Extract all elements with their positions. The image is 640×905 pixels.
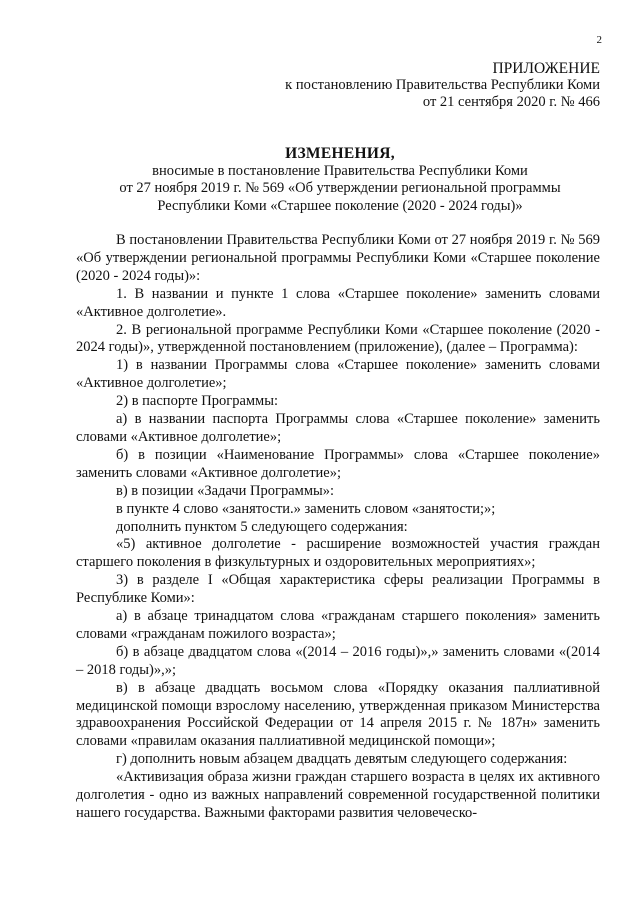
page-number: 2 (596, 34, 602, 46)
paragraph: дополнить пунктом 5 следующего содержания: (116, 518, 408, 535)
appendix-line-1: к постановлению Правительства Республики Коми (285, 77, 600, 93)
paragraph: 1) в названии Программы слова «Старшее поколение» заменить словами «Активное долголетие»; (76, 357, 600, 392)
paragraph: г) дополнить новым абзацем двадцать девятым следующего содержания: (116, 751, 568, 768)
paragraph: В постановлении Правительства Республики Коми от 27 ноября 2019 г. № 569 «Об утверждении региональной программы Республики Коми «Старшее поколение (2020 - 2024 годы)»: (76, 232, 600, 284)
paragraph: а) в названии паспорта Программы слова «Старшее поколение» заменить словами «Активное долголетие»; (76, 411, 600, 445)
paragraph: «5) активное долголетие - расширение возможностей участия граждан старшего поколения в физкультурных и оздоровительных мероприятиях»; (76, 536, 600, 571)
paragraph: «Активизация образа жизни граждан старшего возраста в целях их активного долголетия - одно из важных направлений современной государственной политики нашего государства. Важными факторами развития человеческо- (76, 769, 600, 821)
paragraph: б) в абзаце двадцатом слова «(2014 – 2016 годы)»,» заменить словами «(2014 – 2018 годы)»,»; (76, 643, 600, 678)
paragraph: в) в позиции «Задачи Программы»: (116, 482, 335, 499)
paragraph: 2) в паспорте Программы: (116, 393, 278, 410)
appendix-line-2: от 21 сентября 2020 г. № 466 (422, 94, 600, 110)
paragraph: 2. В региональной программе Республики Коми «Старшее поколение (2020 - 2024 годы)», утвержденной постановлением (приложение), (далее – Программа): (76, 321, 600, 356)
heading-line-1: вносимые в постановление Правительства Республики Коми (152, 162, 528, 179)
paragraph: 1. В названии и пункте 1 слова «Старшее поколение» заменить словами «Активное долголетие». (76, 285, 600, 320)
appendix-block (285, 60, 600, 111)
heading-line-3: Республики Коми «Старшее поколение (2020 - 2024 годы)» (157, 197, 523, 214)
appendix-title: ПРИЛОЖЕНИЕ (492, 60, 600, 77)
paragraph: в пункте 4 слово «занятости.» заменить словом «занятости;»; (116, 500, 496, 517)
heading-title: ИЗМЕНЕНИЯ, (285, 145, 395, 162)
heading-line-2: от 27 ноября 2019 г. № 569 «Об утверждении региональной программы (119, 180, 561, 196)
document-body (76, 232, 600, 823)
paragraph: 3) в разделе I «Общая характеристика сферы реализации Программы в Республике Коми»: (76, 572, 600, 607)
paragraph: б) в позиции «Наименование Программы» слова «Старшее поколение» заменить словами «Активное долголетие»; (76, 446, 600, 481)
paragraph: а) в абзаце тринадцатом слова «гражданам старшего поколения» заменить словами «гражданам пожилого возраста»; (76, 608, 600, 642)
paragraph: в) в абзаце двадцать восьмом слова «Порядку оказания паллиативной медицинской помощи взрослому населению, утвержденная приказом Министерства здравоохранения Российской Федерации от 14 апреля 2015 г. № 187н» заменить словами «правилам оказания паллиативной медицинской помощи»; (76, 679, 600, 750)
document-heading (72, 145, 608, 215)
